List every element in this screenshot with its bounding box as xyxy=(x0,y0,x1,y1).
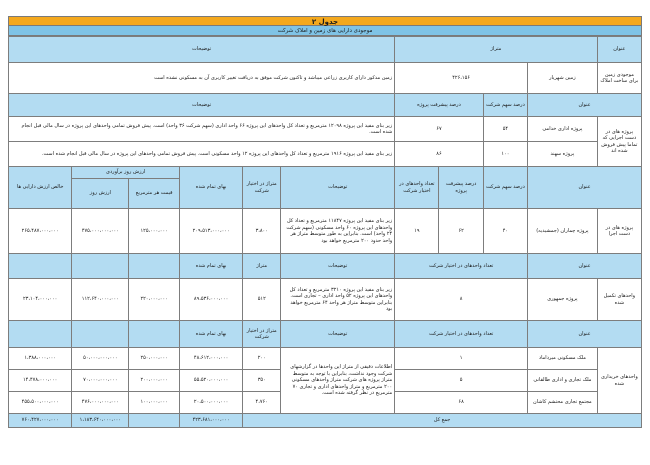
project-description: زیر بنای مفید این پروژه ۱۹۱۶ مترمربع و تعداد کل واحدهای این پروژه ۱۲ واحد مسکونی است. پیش فروش تمامی واحدهای این پروژه در سال مالی قبل انجام شده است. xyxy=(9,142,395,167)
unit-area: ۴،۷۶۰ xyxy=(243,392,281,414)
unit-market-value: ۵۰،۰۰۰،۰۰۰،۰۰۰ xyxy=(72,348,129,370)
col-header-name: عنوان xyxy=(528,167,642,209)
project-progress: ۶۷ xyxy=(395,117,484,142)
unit-net-value: ۴۵۵،۵۰۰،۰۰۰،۰۰۰ xyxy=(9,392,72,414)
total-market-value: ۱،۱۸۳،۶۴۰،۰۰۰،۰۰۰ xyxy=(72,414,129,428)
col-header-share: درصد سهم شرکت xyxy=(483,167,527,209)
col-header-units: تعداد واحدهای در اختیار شرکت xyxy=(395,321,528,348)
unit-price: ۲۰۰،۰۰۰،۰۰۰ xyxy=(129,370,180,392)
project-market-value: ۴۷۵،۰۰۰،۰۰۰،۰۰۰ xyxy=(72,209,129,254)
col-header-description: توضیحات xyxy=(281,167,395,209)
col-header-name: عنوان xyxy=(528,94,642,117)
col-header-unit-price: قیمت هر مترمربع xyxy=(129,179,180,209)
col-header-appraisal: ارزش روز برآوردی xyxy=(72,167,180,179)
col-header-total-price: بهای تمام شده xyxy=(179,321,242,348)
col-header-total-price: بهای تمام شده xyxy=(179,254,242,279)
land-row-description: زمین مذکور دارای کاربری زراعی میباشد و تاکنون شرکت موفق به دریافت تغییر کاربری آن به مسکونی نشده است xyxy=(9,63,395,94)
table-subtitle: موجودی دارایی های زمین و املاک شرکت xyxy=(8,26,642,36)
unit-market-value: ۴۷۶،۰۰۰،۰۰۰،۰۰۰ xyxy=(72,392,129,414)
col-header-progress: درصد پیشرفت پروژه xyxy=(439,167,483,209)
project-unit-price: ۲۲۰،۰۰۰،۰۰۰ xyxy=(129,279,180,321)
col-header-units: تعداد واحدهای در اختیار شرکت xyxy=(395,254,528,279)
project-area: ۵۱۲ xyxy=(243,279,281,321)
col-header-area: متراژ در اختیار شرکت xyxy=(243,321,281,348)
table-title: جدول ۲ xyxy=(8,16,642,26)
purchased-description: اطلاعات دقیقی از متراژ این واحدها در گزارشهای شرکت وجود نداشت، بنابراین با توجه به متوسط متراژ پروژه های شرکت متراژ واحدهای مسکونی ۲۰۰ مترمربع و متراژ واحدهای اداری و تجاری ۷۰ مترمربع در نظر گرفته شده است. xyxy=(281,348,395,414)
col-header-area: متراژ xyxy=(395,37,598,63)
group-label: پروژه های در دست اجرایی که تماما پیش فروش شده اند xyxy=(597,117,641,167)
unit-name: مجتمع تجاری محتشم کاشان xyxy=(528,392,598,414)
group-label: واحدهای خریداری شده xyxy=(597,348,641,414)
unit-total-price: ۵۵،۵۲۰،۰۰۰،۰۰۰ xyxy=(179,370,242,392)
col-header-description: توضیحات xyxy=(9,94,395,117)
unit-count: ۱ xyxy=(395,348,528,370)
col-header-description: توضیحات xyxy=(9,37,395,63)
project-net-value: ۲۶۵،۴۸۷،۰۰۰،۰۰۰ xyxy=(9,209,72,254)
unit-price: ۲۵۰،۰۰۰،۰۰۰ xyxy=(129,348,180,370)
purchased-units-table xyxy=(8,320,642,428)
projects-sold-table xyxy=(8,93,642,167)
project-description: زیر بنای مفید این پروژه ۳۲۱۰ مترمربع و تعداد کل واحدهای این پروژه ۵۲ واحد اداری – تجاری است. بنابراین متوسط متراژ هر واحد ۶۴ مترمربع خواهد بود xyxy=(281,279,395,321)
project-description: زیر بنای مفید این پروژه ۱۱۸۴۷ مترمربع و تعداد کل واحدهای این پروژه ۶۰ واحد مسکونی (سهم شرکت ۲۴ واحد) است. بنابراین به طور متوسط متراژ هر واحد حدود ۲۰۰ مترمربع خواهد بود xyxy=(281,209,395,254)
land-row-type: زمین شهریار xyxy=(528,63,598,94)
project-units: ۸ xyxy=(395,279,528,321)
project-total-price: ۸۹،۵۳۶،۰۰۰،۰۰۰ xyxy=(179,279,242,321)
col-header-name: عنوان xyxy=(597,37,641,63)
total-price: ۴۲۳،۶۸۱،۰۰۰،۰۰۰ xyxy=(179,414,242,428)
col-header-description: توضیحات xyxy=(281,254,395,279)
col-header-share: درصد سهم شرکت xyxy=(483,94,527,117)
land-row-name: موجودی زمین برای ساخت املاک xyxy=(597,63,641,94)
project-name: پروژه جمهوری xyxy=(528,279,598,321)
col-header-market-value: ارزش روز xyxy=(72,179,129,209)
col-header-name: عنوان xyxy=(528,321,642,348)
unit-total-price: ۴۸،۶۱۲،۰۰۰،۰۰۰ xyxy=(179,348,242,370)
project-progress: ۶۲ xyxy=(439,209,483,254)
group-label: واحدهای تکمیل شده xyxy=(597,279,641,321)
project-description: زیر بنای مفید این پروژه ۱۲۰۹۸ مترمربع و تعداد کل واحدهای این پروژه ۶۶ واحد اداری (سهم شرکت ۳۶ واحد) است. پیش فروش تمامی واحدهای این پروژه در سال مالی قبل انجام شده است. xyxy=(9,117,395,142)
projects-active-table xyxy=(8,166,642,254)
col-header-progress: درصد پیشرفت پروژه xyxy=(395,94,484,117)
project-name: پروژه سهند xyxy=(528,142,598,167)
col-header-description: توضیحات xyxy=(281,321,395,348)
project-unit-price: ۱۲۵،۰۰۰،۰۰۰ xyxy=(129,209,180,254)
total-label: جمع کل xyxy=(243,414,642,428)
project-net-value: ۲۳،۱۰۴،۰۰۰،۰۰۰ xyxy=(9,279,72,321)
unit-name: ملک تجاری و اداری طالقانی xyxy=(528,370,598,392)
unit-count: ۵ xyxy=(395,370,528,392)
total-net-value: ۷۶۰،۴۲۷،۰۰۰،۰۰۰ xyxy=(9,414,72,428)
col-header-total-price: بهای تمام شده xyxy=(179,167,242,209)
unit-name: ملک مسکونی میرداماد xyxy=(528,348,598,370)
unit-market-value: ۷۰،۰۰۰،۰۰۰،۰۰۰ xyxy=(72,370,129,392)
project-area: ۳،۸۰۰ xyxy=(243,209,281,254)
unit-area: ۲۰۰ xyxy=(243,348,281,370)
project-market-value: ۱۱۲،۶۴۰،۰۰۰،۰۰۰ xyxy=(72,279,129,321)
project-units: ۱۹ xyxy=(395,209,439,254)
project-share: ۱۰۰ xyxy=(483,142,527,167)
unit-net-value: ۱،۳۸۸،۰۰۰،۰۰۰ xyxy=(9,348,72,370)
unit-area: ۳۵۰ xyxy=(243,370,281,392)
col-header-net-value: خالص ارزش دارایی ها xyxy=(9,167,72,209)
project-share: ۵۴ xyxy=(483,117,527,142)
unit-net-value: ۱۴،۴۷۸،۰۰۰،۰۰۰ xyxy=(9,370,72,392)
land-table xyxy=(8,36,642,94)
col-header-name: عنوان xyxy=(528,254,642,279)
unit-price: ۱۰۰،۰۰۰،۰۰۰ xyxy=(129,392,180,414)
completed-units-table xyxy=(8,253,642,321)
project-share: ۴۰ xyxy=(483,209,527,254)
project-total-price: ۲۰۹،۵۱۳،۰۰۰،۰۰۰ xyxy=(179,209,242,254)
project-name: پروژه چماران (جمشیدیه) xyxy=(528,209,598,254)
col-header-area: متراژ در اختیار شرکت xyxy=(243,167,281,209)
project-progress: ۸۶ xyxy=(395,142,484,167)
col-header-units: تعداد واحدهای در اختیار شرکت xyxy=(395,167,439,209)
unit-count: ۶۸ xyxy=(395,392,528,414)
col-header-area: متراژ xyxy=(243,254,281,279)
land-row-area: ۴۲۶،۱۵۶ xyxy=(395,63,528,94)
unit-total-price: ۲۰،۵۰۰،۰۰۰،۰۰۰ xyxy=(179,392,242,414)
project-name: پروژه اداری خدامی xyxy=(528,117,598,142)
group-label: پروژه های در دست اجرا xyxy=(597,209,641,254)
